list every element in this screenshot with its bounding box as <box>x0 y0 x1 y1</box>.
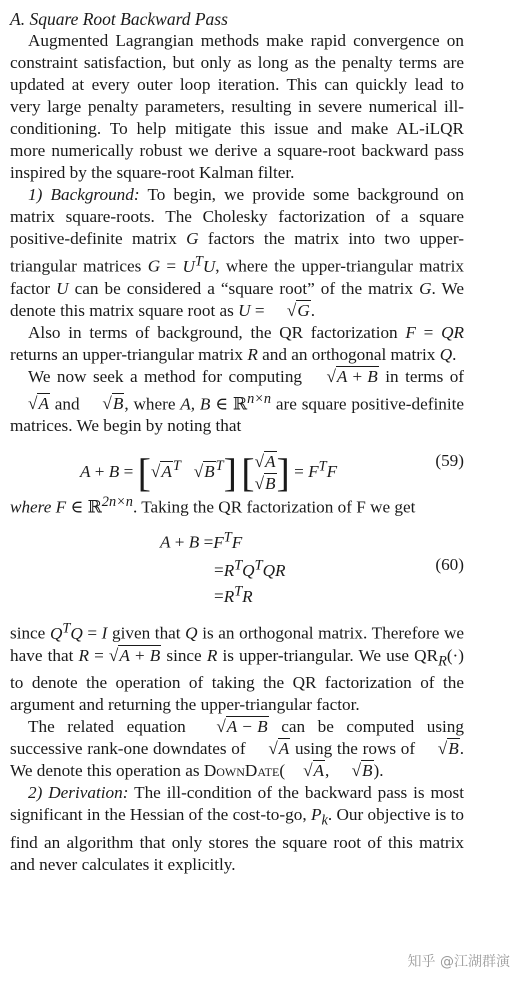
paper-page <box>10 8 464 876</box>
subsection-heading-background: 1) Background: <box>28 185 140 204</box>
paragraph-where: where F ∈ ℝ$^{2n\times n}$. Taking the QR factorization of F we get <box>10 494 416 518</box>
equation-number-59: (59) <box>435 451 464 471</box>
subsection-heading-derivation: 2) Derivation: <box>28 783 129 803</box>
paragraph-derivation: 2) Derivation: The ill-condition of the backward pass is most significant in the Hessian of the cost-to-go, $P_k$. Our objective is to find an algorithm that only stores the square root of this matrix and never calculates it explicitly. <box>10 783 465 874</box>
paragraph-qr: Also in terms of background, the QR factorization F = QR returns an upper-triangular matrix R and an orthogonal matrix Q. <box>10 322 464 364</box>
equation-59: $A + B = [√A^T$ $√B^T$] [√A $√B] = F^TF$ (59) <box>80 450 464 496</box>
watermark: 知乎 @江湖群演 <box>407 954 510 970</box>
paragraph-background: 1) Background: To begin, we provide some background on matrix square-roots. The Cholesky factorization of a square positive-definite matrix G factors the matrix into two upper-triangular matrices $G = U^TU$, where the upper-triangular matrix factor U can be considered a “square root” of the matrix G. We denote this matrix square root as U = √G. <box>10 185 465 320</box>
equation-number-60: (60) <box>435 555 464 575</box>
paragraph-since: since $Q^TQ = I$ given that Q is an orthogonal matrix. Therefore we have that R = √A + B since R is upper-triangular. We use $QR_R(\cdot)$ to denote the operation of taking the QR factorization of the argument and returning the upper-triangular factor. <box>10 620 465 715</box>
paragraph-method: We now seek a method for computing √A + B in terms of √A and √B, where A, B ∈ ℝ$^{n\times n}$ are square positive-definite matrices. We begin by noting that <box>10 366 465 436</box>
section-title: A. Square Root Backward Pass <box>10 9 228 29</box>
paragraph-downdate: The related equation √A − B can be computed using successive rank-one downdates of √A using the rows of √B. We denote this operation as DownDate( √A, √B). <box>10 717 465 781</box>
paragraph-intro: Augmented Lagrangian methods make rapid convergence on constraint satisfaction, but only as long as the penalty terms are updated at every outer loop iteration. This can quickly lead to very large penalty parameters, resulting in severe numerical ill-conditioning. To help mitigate this issue and make AL-iLQR more numerically robust we derive a square-root backward pass inspired by the square-root Kalman filter. <box>10 31 464 182</box>
equation-60: $A + B =F^TF$ $=R^TQ^TQR$ $=R^TR$ (60) <box>160 529 464 606</box>
